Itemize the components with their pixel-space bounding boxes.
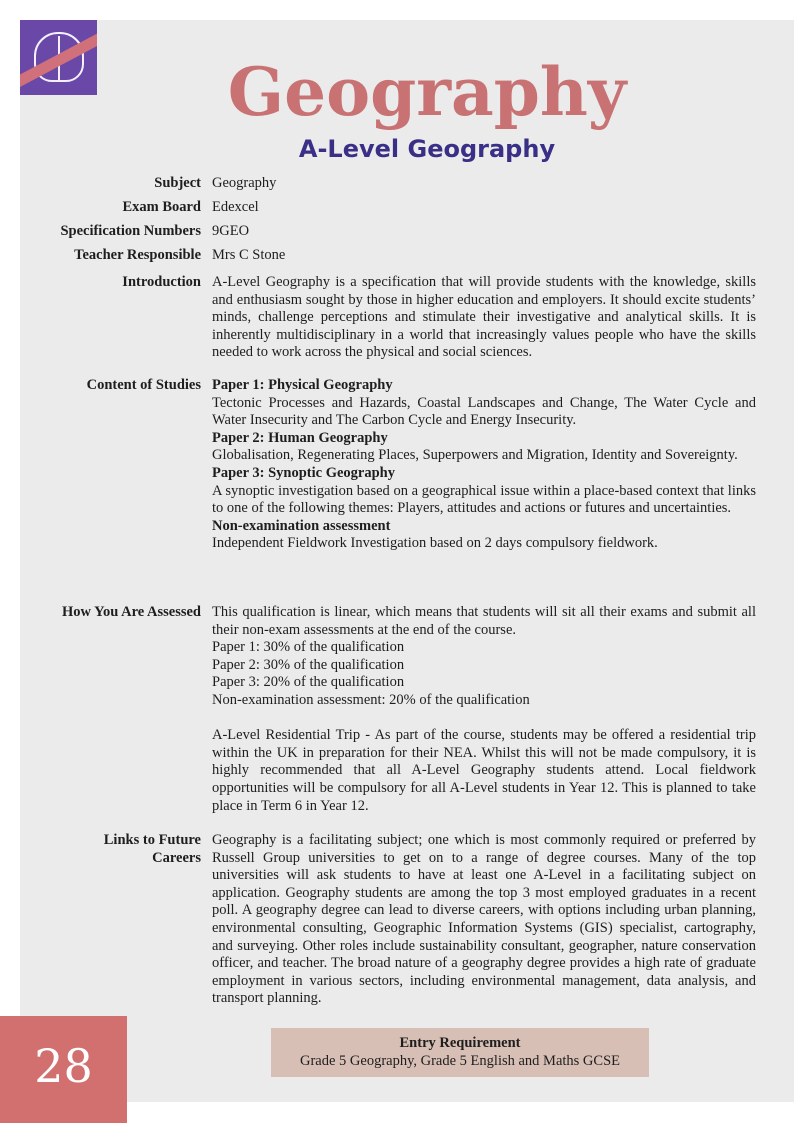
paper3-text: A synoptic investigation based on a geographical issue within a place-based context that links to one of the following themes: Players, attitudes and actions or futures and uncertainties. [212,482,756,517]
paper2-text: Globalisation, Regenerating Places, Superpowers and Migration, Identity and Sovereignty. [212,447,738,464]
careers-text: Geography is a facilitating subject; one which is most commonly required or preferred by Russell Group universities to get on to a range of degree courses. Many of the top universities will ask students to have at least one A-Level in a facilitating subject on application. Geography students are among the top 3 most employed graduates in a recent poll. A geography degree can lead to diverse careers, with options including urban planning, environmental consulting, Geographic Information Systems (GIS) specialist, cartography, and surveying. Other roles include sustainability consultant, geographer, nature conservation officer, and teacher. The broad nature of a geography degree provides a high rate of graduate employment in various sectors, including environmental management, data analysis, and transport planning. [212,832,756,1007]
assessment-line-4: Non-examination assessment: 20% of the qualification [212,691,530,708]
subject-label: Subject [154,175,201,191]
entry-heading: Entry Requirement [399,1035,521,1051]
nea-heading: Non-examination assessment [212,517,391,534]
content-label: Content of Studies [86,377,201,393]
page-title: Geography [227,53,627,131]
assessment-intro: This qualification is linear, which means that students will sit all their exams and submit all their non-exam assessments at the end of the course. [212,604,756,638]
careers-label: Links to Future Careers [103,832,201,866]
assessment-label: How You Are Assessed [62,604,201,620]
entry-requirement-box [271,1028,649,1077]
page-number: 28 [0,1016,127,1123]
paper1-heading: Paper 1: Physical Geography [212,377,393,393]
teacher-label: Teacher Responsible [74,247,201,263]
spec-value: 9GEO [212,223,250,239]
paper1-text: Tectonic Processes and Hazards, Coastal Landscapes and Change, The Water Cycle and Water Insecurity and The Carbon Cycle and Energy Insecurity. [212,394,756,429]
introduction-text: A-Level Geography is a specification that will provide students with the knowledge, skills and enthusiasm sought by those in higher education and employers. It should excite students’ minds, challenge perceptions and stimulate their investigative and analytical skills. It is inherently multidisciplinary in a world that increasingly values people who have the skills needed to work across the physical and social sciences. [212,274,756,361]
nea-text: Independent Fieldwork Investigation based on 2 days compulsory fieldwork. [212,535,658,552]
exam-board-label: Exam Board [122,199,201,215]
paper2-heading: Paper 2: Human Geography [212,429,388,446]
spec-label: Specification Numbers [60,223,201,239]
assessment-line-2: Paper 2: 30% of the qualification [212,656,405,673]
teacher-value: Mrs C Stone [212,247,286,263]
page-subtitle: A-Level Geography [298,135,556,163]
entry-text: Grade 5 Geography, Grade 5 English and Maths GCSE [299,1053,620,1069]
subject-value: Geography [212,175,277,191]
assessment-line-1: Paper 1: 30% of the qualification [212,639,405,656]
paper3-heading: Paper 3: Synoptic Geography [212,464,395,481]
residential-trip-text: A-Level Residential Trip - As part of the course, students may be offered a residential trip within the UK in preparation for their NEA. Whilst this will not be made compulsory, it is highly recommended that all A-Level Geography students attend. Local fieldwork opportunities will be compulsory for all A-Level students in Year 12. This is planned to take place in Term 6 in Year 12. [212,727,756,814]
exam-board-value: Edexcel [212,199,259,215]
assessment-line-3: Paper 3: 20% of the qualification [212,674,405,691]
introduction-label: Introduction [122,274,201,290]
